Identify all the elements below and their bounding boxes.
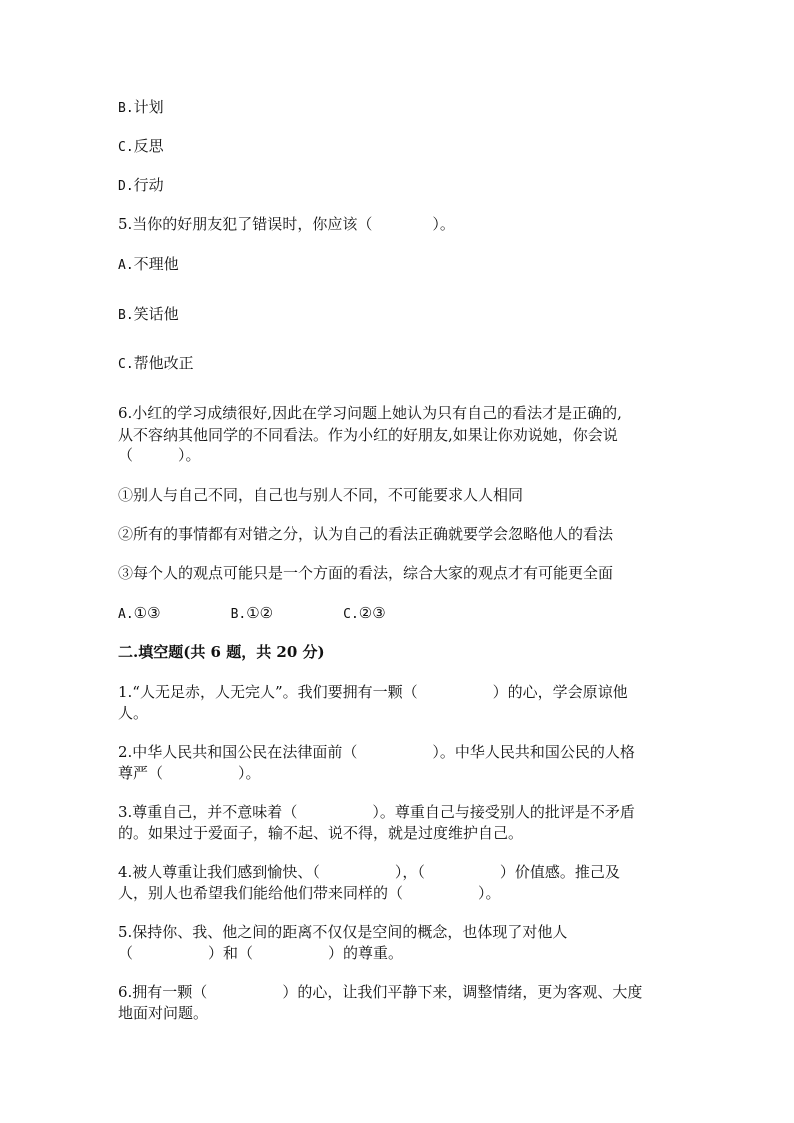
q4-option-c	[118, 135, 678, 159]
option-letter: B.	[118, 308, 134, 323]
option-text: 计划	[133, 98, 164, 116]
q5-stem: 5.当你的好朋友犯了错误时，你应该（ ）。	[118, 215, 455, 233]
fill-q3-line-1: 3.尊重自己，并不意味着（ ）。尊重自己与接受别人的批评是不矛盾	[118, 803, 635, 821]
option-letter: C.	[118, 140, 134, 155]
q6-statement-2: ②所有的事情都有对错之分，认为自己的看法正确就要学会忽略他人的看法	[118, 525, 614, 543]
option-text: 行动	[133, 176, 164, 194]
choice-letter: C.	[343, 607, 359, 622]
q6-stem-line-1: 6.小红的学习成绩很好,因此在学习问题上她认为只有自己的看法才是正确的,	[118, 404, 622, 422]
q6-statement-3: ③每个人的观点可能只是一个方面的看法，综合大家的观点才有可能更全面	[118, 564, 614, 582]
choice-letter: B.	[230, 607, 247, 622]
fill-q2-line-2: 尊严（ ）。	[118, 764, 261, 782]
option-text: 帮他改正	[133, 354, 194, 372]
q4-option-b	[118, 96, 678, 120]
choice-text: ①③	[133, 604, 161, 622]
q6-choices	[118, 602, 678, 626]
q5-option-b	[118, 303, 678, 327]
option-letter: A.	[118, 258, 134, 273]
choice-text: ②③	[358, 604, 386, 622]
option-text: 不理他	[133, 255, 179, 273]
fill-q3-line-2: 的。如果过于爱面子，输不起、说不得，就是过度维护自己。	[118, 824, 524, 842]
option-letter: B.	[118, 101, 134, 116]
option-letter: D.	[118, 179, 134, 194]
fill-q6-line-2: 地面对问题。	[118, 1004, 209, 1022]
fill-q2-line-1: 2.中华人民共和国公民在法律面前（ ）。中华人民共和国公民的人格	[118, 743, 635, 761]
fill-q4-line-1: 4.被人尊重让我们感到愉快、（ ），（ ）价值感。推己及	[118, 863, 620, 881]
choice-letter: A.	[118, 607, 134, 622]
q5-option-a	[118, 253, 678, 277]
q4-option-d	[118, 174, 678, 198]
fill-q6-line-1: 6.拥有一颗（ ）的心，让我们平静下来，调整情绪，更为客观、大度	[118, 983, 643, 1001]
q6-statement-1: ①别人与自己不同，自己也与别人不同，不可能要求人人相同	[118, 486, 524, 504]
q6-stem-line-3: （ ）。	[118, 446, 201, 464]
choice-c	[343, 604, 386, 622]
q5-option-c	[118, 352, 678, 376]
choice-b	[230, 604, 274, 622]
section-title: 二.填空题(共 6 题，共 20 分)	[118, 643, 325, 661]
fill-q4-line-2: 人，别人也希望我们能给他们带来同样的（ ）。	[118, 884, 501, 902]
choice-a	[118, 604, 161, 622]
option-text: 笑话他	[133, 305, 179, 323]
option-text: 反思	[133, 137, 164, 155]
fill-q1-line-1: 1.“人无足赤，人无完人”。我们要拥有一颗（ ）的心，学会原谅他	[118, 683, 628, 701]
fill-q5-line-1: 5.保持你、我、他之间的距离不仅仅是空间的概念，也体现了对他人	[118, 923, 568, 941]
q6-stem-line-2: 从不容纳其他同学的不同看法。作为小红的好朋友,如果让你劝说她，你会说	[118, 426, 618, 444]
fill-q1-line-2: 人。	[118, 704, 149, 722]
choice-text: ①②	[246, 604, 274, 622]
fill-q5-line-2: （ ）和（ ）的尊重。	[118, 944, 404, 962]
option-letter: C.	[118, 357, 134, 372]
